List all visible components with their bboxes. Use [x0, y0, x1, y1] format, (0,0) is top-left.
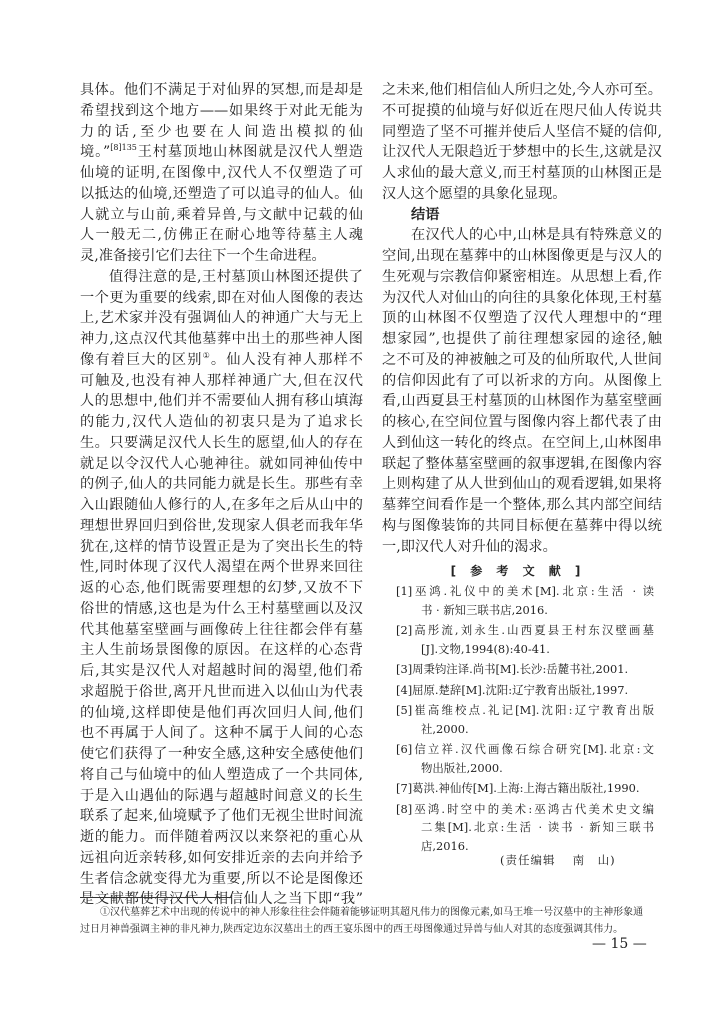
- text-line: [382, 474, 662, 495]
- reference-item: [396, 701, 654, 738]
- text-segment: 上则构建了从人世到仙山的观看逻辑,如果将: [382, 476, 662, 493]
- text-line: [382, 516, 662, 537]
- reference-line: [4]屈原.楚辞[M].沈阳:辽宁教育出版社,1997.: [396, 682, 629, 697]
- text-segment: 为汉代人对仙山的向往的具象化体现,王村墓: [382, 289, 662, 306]
- text-line: [80, 308, 363, 329]
- text-line: [80, 537, 363, 558]
- text-segment: 同塑造了坚不可摧并使后人坚信不疑的信仰,: [382, 123, 662, 140]
- footnote-divider: [80, 897, 232, 898]
- reference-line: 社,2000.: [421, 721, 469, 736]
- text-line: [80, 205, 363, 226]
- text-segment: 以抵达的仙境,还塑造了可以追寻的仙人。仙: [80, 185, 363, 202]
- text-line: [80, 454, 363, 475]
- right-text-column: [382, 80, 662, 557]
- text-segment: 想家园”,也提供了前往理想家园的途径,触: [382, 331, 662, 347]
- text-segment: 之不可及的神被触之可及的仙所取代,人世间: [382, 351, 662, 368]
- text-segment: 力的话,至少也要在人间造出模拟的仙: [80, 123, 363, 140]
- text-line: [80, 412, 363, 433]
- footnote-line: 过日月神兽强调主神的非凡神力,陕西定边东汉墓出土的西王宴乐图中的西王母图像通过异兽与仙人对其的态度强调其伟力。: [80, 924, 624, 935]
- text-line: [80, 391, 363, 412]
- text-segment: 俗世的情感,这也是为什么王村墓壁画以及汉: [80, 600, 363, 617]
- text-line: [80, 765, 363, 786]
- text-segment: 仙境的证明,在图像中,汉代人不仅塑造了可: [80, 165, 363, 181]
- text-segment: 人的思想中,他们并不需要仙人拥有移山填海: [80, 393, 363, 410]
- text-line: [80, 827, 363, 848]
- references-list: [396, 582, 654, 855]
- text-line: [80, 350, 363, 371]
- reference-line: [2]高彤流,刘永生.山西夏县王村东汉壁画墓: [396, 623, 654, 637]
- reference-line: 物出版社,2000.: [421, 760, 503, 775]
- reference-item: [396, 779, 654, 798]
- text-line: [80, 848, 363, 869]
- text-segment: 可触及,也没有神人那样神通广大,但在汉代: [80, 372, 363, 389]
- text-segment: 一,即汉代人对升仙的渴求。: [382, 538, 557, 555]
- text-line: [80, 578, 363, 599]
- text-line: [382, 101, 662, 122]
- reference-line: 书 · 新知三联书店,2016.: [421, 602, 548, 617]
- text-segment: 看,山西夏县王村墓顶的山林图作为墓室壁画: [382, 393, 662, 410]
- text-segment: 一个更为重要的线索,即在对仙人图像的表达: [80, 289, 363, 306]
- footnote-line: ①汉代墓葬艺术中出现的传说中的神人形象往往会伴随着能够证明其超凡伟力的图像元素,如马王堆一号汉墓中的主神形象通: [100, 907, 644, 918]
- text-segment: 于是入山遇仙的际遇与超越时间意义的长生: [80, 787, 363, 804]
- text-line: [382, 412, 662, 433]
- text-segment: 的信仰因此有了可以祈求的方向。从图像上: [382, 372, 662, 389]
- text-line: [80, 661, 363, 682]
- text-segment: 在汉代人的心中,山林是具有特殊意义的: [411, 227, 662, 244]
- text-line: [382, 267, 662, 288]
- text-segment: 人就立与山前,乘着异兽,与文献中记载的仙: [80, 206, 363, 223]
- text-line: [80, 288, 363, 309]
- text-segment: 的能力,汉代人造仙的初衷只是为了追求长: [80, 414, 363, 430]
- text-line: [80, 122, 363, 143]
- text-segment: 让汉代人无限趋近于梦想中的长生,这就是汉: [382, 144, 662, 161]
- responsible-editor: (责任编辑 南 山): [500, 853, 616, 867]
- text-line: [382, 371, 662, 392]
- page-number: — 15 —: [592, 936, 647, 952]
- text-line: [80, 723, 363, 744]
- text-line: [80, 620, 363, 641]
- reference-line: [6]信立祥.汉代画像石综合研究[M].北京:文: [396, 742, 654, 756]
- text-segment: 联系了起来,仙境赋予了他们无视尘世时间流: [80, 808, 363, 825]
- text-segment: 主人生前场景图像的原因。在这样的心态背: [80, 642, 363, 659]
- text-line: [382, 163, 662, 184]
- text-segment: 境。”: [80, 144, 111, 161]
- text-segment: 人一般无二,仿佛正在耐心地等待墓主人魂: [80, 227, 363, 244]
- text-line: [80, 495, 363, 516]
- text-segment: 空间,出现在墓葬中的山林图像更是与汉人的: [382, 248, 662, 264]
- text-line: [382, 184, 662, 205]
- reference-line: 二集[M].北京:生活 · 读书 · 新知三联书: [421, 820, 654, 834]
- reference-item: [396, 740, 654, 777]
- text-line: [80, 557, 363, 578]
- text-segment: 上,艺术家并没有强调仙人的神通广大与无上: [80, 310, 363, 327]
- citation-superscript: [8]135: [110, 143, 137, 153]
- text-line: [80, 703, 363, 724]
- text-segment: 理想世界回归到俗世,发现家人俱老而我年华: [80, 517, 363, 534]
- reference-line: [7]葛洪.神仙传[M].上海:上海古籍出版社,1990.: [396, 781, 640, 795]
- text-line: [80, 786, 363, 807]
- text-line: [382, 122, 662, 143]
- text-segment: 逝的能力。而伴随着两汉以来祭祀的重心从: [80, 829, 363, 845]
- text-segment: 生死观与宗教信仰紧密相连。从思想上看,作: [382, 268, 662, 285]
- text-line: [80, 329, 363, 350]
- text-line: [80, 599, 363, 620]
- text-segment: 也不再属于人间了。这种不属于人间的心态: [80, 725, 363, 742]
- text-line: [80, 869, 363, 890]
- text-line: [80, 267, 363, 288]
- footnote: [80, 904, 660, 938]
- reference-line: [3]周秉钧注译.尚书[M].长沙:岳麓书社,2001.: [396, 662, 629, 676]
- text-segment: 将自己与仙境中的仙人塑造成了一个共同体,: [80, 766, 363, 783]
- text-line: [382, 329, 662, 350]
- reference-item: [396, 681, 654, 700]
- text-segment: 神力,这点汉代其他墓葬中出土的那些神人图: [80, 331, 363, 347]
- text-segment: 生者信念就变得尤为重要,所以不论是图像还: [80, 870, 363, 887]
- text-line: [80, 371, 363, 392]
- reference-line: [J].文物,1994(8):40-41.: [421, 641, 550, 656]
- text-line: [80, 163, 363, 184]
- text-line: [80, 682, 363, 703]
- text-segment: 后,其实是汉代人对超越时间的渴望,他们希: [80, 663, 363, 679]
- text-line: [382, 225, 662, 246]
- text-segment: 的核心,在空间位置与图像内容上都代表了由: [382, 414, 662, 430]
- text-line: [80, 516, 363, 537]
- text-line: [382, 288, 662, 309]
- reference-item: [396, 660, 654, 679]
- text-line: [382, 350, 662, 371]
- text-segment: 的例子,仙人的共同能力就是长生。那些有幸: [80, 476, 363, 493]
- reference-line: [8]巫鸿.时空中的美术:巫鸿古代美术史文编: [396, 801, 654, 816]
- text-segment: 具体。他们不满足于对仙界的冥想,而是却是: [80, 82, 363, 98]
- citation-superscript: ①: [202, 350, 211, 360]
- text-segment: 希望找到这个地方——如果终于对此无能为: [80, 102, 363, 119]
- text-segment: 之未来,他们相信仙人所归之处,今人亦可至。: [382, 82, 662, 98]
- text-line: [80, 142, 363, 163]
- text-segment: 远祖向近亲转移,如何安排近亲的去向并给予: [80, 849, 363, 866]
- text-segment: 王村墓顶地山林图就是汉代人塑造: [136, 144, 363, 161]
- text-segment: 人求仙的最大意义,而王村墓顶的山林图正是: [382, 165, 662, 181]
- reference-item: [396, 582, 654, 619]
- text-line: [80, 101, 363, 122]
- text-line: [80, 246, 363, 267]
- text-line: [80, 225, 363, 246]
- references-section: [396, 560, 654, 857]
- text-segment: 不可捉摸的仙境与好似近在咫尺仙人传说共: [382, 102, 662, 119]
- text-line: [80, 433, 363, 454]
- text-line: [382, 80, 662, 101]
- text-segment: 汉人这个愿望的具象化显现。: [382, 185, 567, 202]
- text-segment: 性,同时体现了汉代人渴望在两个世界来回往: [80, 559, 363, 576]
- section-heading: 结语: [411, 206, 440, 223]
- text-line: [80, 474, 363, 495]
- text-line: [382, 454, 662, 475]
- text-line: [80, 744, 363, 765]
- text-line: [382, 433, 662, 454]
- left-text-column: [80, 80, 363, 910]
- reference-line: 店,2016.: [421, 838, 469, 853]
- text-segment: 灵,准备接引它们去往下一个生命进程。: [80, 248, 326, 264]
- reference-item: [396, 800, 654, 856]
- text-segment: 的仙境,这样即使是他们再次回归人间,他们: [80, 704, 363, 721]
- text-segment: 代其他墓室壁画与画像砖上往往都会伴有墓: [80, 621, 363, 638]
- reference-line: [5]崔高维校点.礼记[M].沈阳:辽宁教育出版: [396, 703, 654, 717]
- text-segment: 构与图像装饰的共同目标便在墓葬中得以统: [382, 517, 662, 534]
- text-segment: 是文献都使得汉代人相信仙人之当下即“我”: [80, 891, 363, 908]
- text-segment: 像有着巨大的区别: [80, 351, 203, 368]
- text-segment: 返的心态,他们既需要理想的幻梦,又放不下: [80, 580, 363, 596]
- text-segment: 犹在,这样的情节设置正是为了突出长生的特: [80, 538, 363, 555]
- text-line: [382, 391, 662, 412]
- references-title: [ 参 考 文 献 ]: [450, 564, 586, 578]
- text-segment: 生。只要满足汉代人长生的愿望,仙人的存在: [80, 434, 363, 451]
- text-segment: 联起了整体墓室壁画的叙事逻辑,在图像内容: [382, 455, 662, 472]
- reference-line: [1]巫鸿.礼仪中的美术[M].北京:生活 · 读: [396, 584, 654, 598]
- text-line: [382, 537, 662, 558]
- text-line: [80, 640, 363, 661]
- text-segment: 值得注意的是,王村墓顶山林图还提供了: [109, 268, 363, 285]
- reference-item: [396, 621, 654, 658]
- text-line: [80, 184, 363, 205]
- text-line: [382, 308, 662, 329]
- text-line: [382, 142, 662, 163]
- text-line: [382, 495, 662, 516]
- text-segment: 求超脱于俗世,离开凡世而进入以仙山为代表: [80, 683, 363, 700]
- text-segment: 使它们获得了一种安全感,这种安全感使他们: [80, 746, 363, 762]
- text-segment: 顶的山林图不仅塑造了汉代人理想中的“理: [382, 310, 662, 327]
- text-line: [80, 80, 363, 101]
- text-segment: 入山跟随仙人修行的人,在多年之后从山中的: [80, 497, 363, 513]
- text-segment: 墓葬空间看作是一个整体,那么其内部空间结: [382, 497, 662, 513]
- text-segment: 就足以令汉代人心驰神往。就如同神仙传中: [80, 455, 363, 472]
- text-segment: 人到仙这一转化的终点。在空间上,山林图串: [382, 434, 662, 451]
- text-segment: 。仙人没有神人那样不: [210, 351, 363, 368]
- text-line: [80, 806, 363, 827]
- text-line: [382, 246, 662, 267]
